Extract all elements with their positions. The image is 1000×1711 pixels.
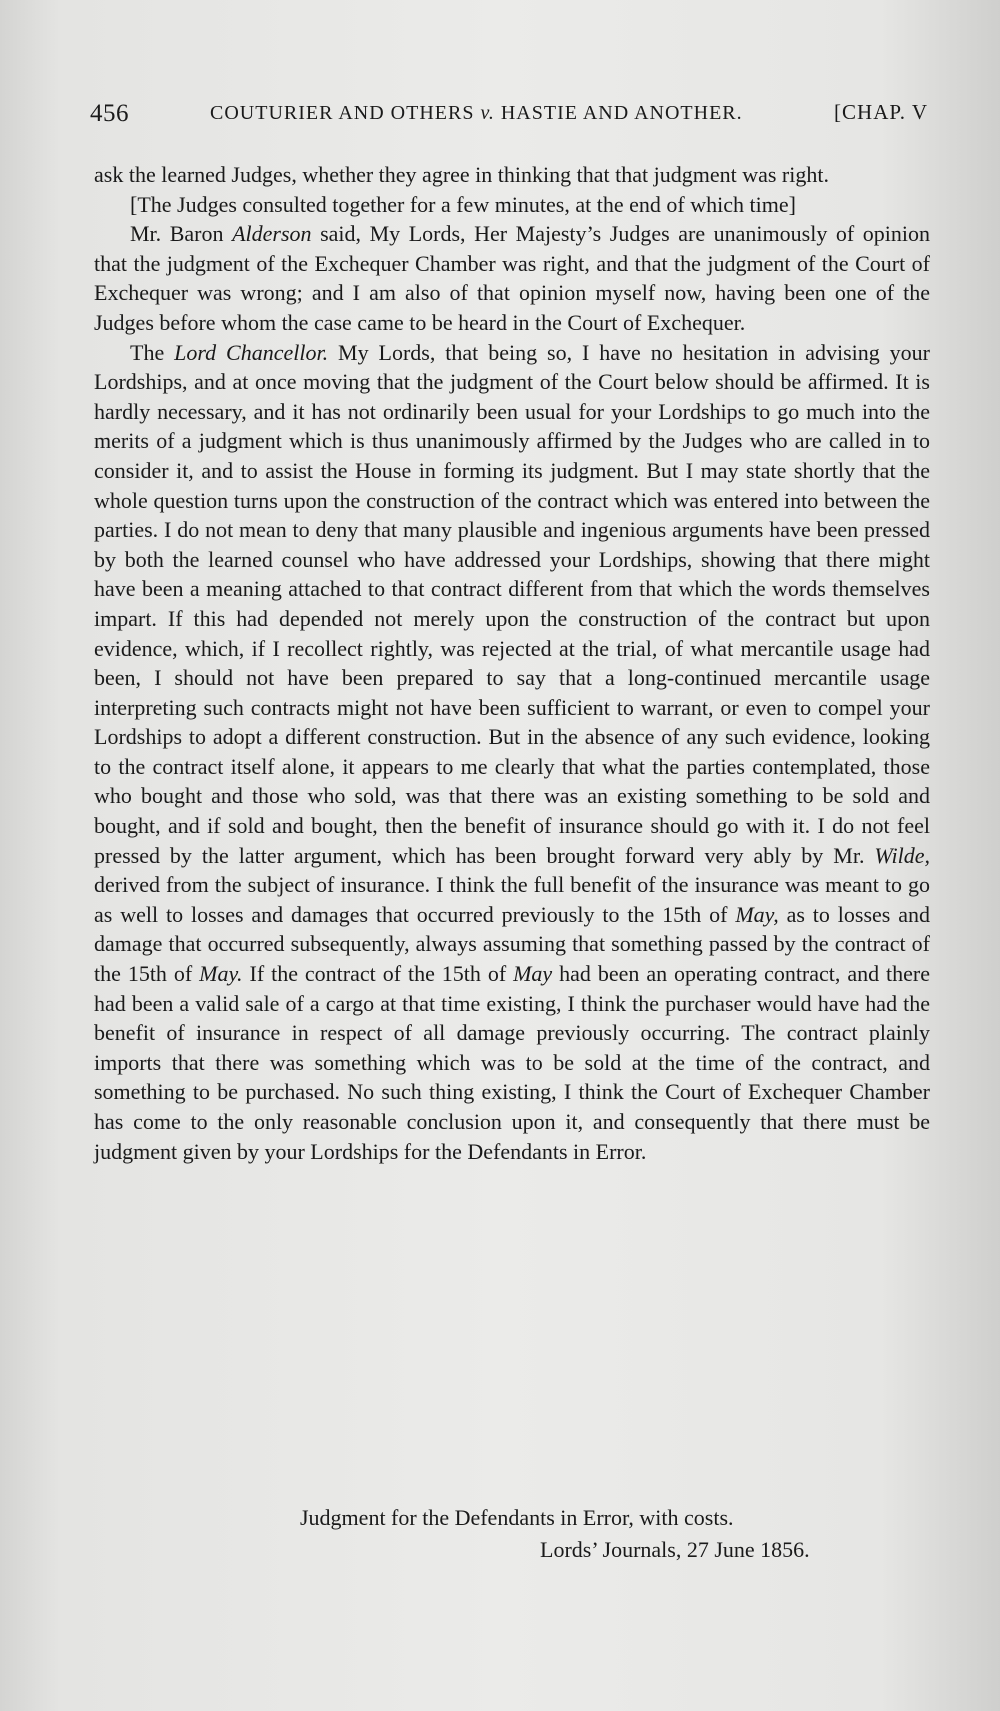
paragraph-4-a: My Lords, that being so, I have no hesitation in advising your Lordships, and at once moving that the judgment of the Court below should be affirmed. It is hardly necessary, and it has not ordinarily been usual for your Lordships to go much into the merits of a judgment which is thus unanimously affirmed by the Judges who are called in to consider it, and to assist the House in forming its judgment. But I may state shortly that the whole question turns upon the construction of the contract which was entered into between the parties. I do not mean to deny that many plausible and ingenious arguments have been pressed by both the learned counsel who have addressed your Lordships, showing that there might have been a meaning attached to that contract different from that which the words themselves impart. If this had depended not merely upon the construction of the contract but upon evidence, which, if I recollect rightly, was rejected at the trial, of what mercantile usage had been, I should not have been prepared to say that a long-continued mercantile usage interpreting such contracts might not have been sufficient to warrant, or even to compel your Lordships to adopt a different construction. But in the absence of any such evidence, looking to the contract itself alone, it appears to me clearly that what the parties contemplated, those who bought and those who sold, was that there was an existing something to be sold and bought, and if sold and bought, then the benefit of insurance should go with it. I do not feel pressed by the latter argument, which has been brought forward very ably by Mr. [94, 339, 931, 868]
page-number: 456 [90, 100, 129, 127]
paragraph-4-b: derived from the subject of insurance. I think the full benefit of the insurance was meant to go as well to losses and damages that occurred previously to the 15th of [94, 872, 930, 927]
chapter-label: [CHAP. V [834, 100, 928, 124]
alderson-name: Alderson [232, 221, 312, 247]
paragraph-4-pre: The [130, 339, 175, 365]
paragraph-4-d: If the contract of the 15th of [242, 961, 514, 987]
may-3: May [513, 961, 553, 987]
running-head-versus: v. [480, 102, 495, 124]
wilde-name: Wilde, [874, 842, 930, 868]
journals-citation: Lords’ Journals, 27 June 1856. [540, 1537, 810, 1562]
lord-chancellor-name: Lord Chancellor. [174, 339, 329, 365]
paragraph-2: [The Judges consulted together for a few minutes, at the end of which time] [130, 191, 796, 217]
paragraph-4 [94, 338, 930, 1167]
may-1: May, [735, 901, 779, 927]
page-header [90, 100, 930, 140]
running-head [210, 102, 743, 125]
may-2: May. [199, 961, 243, 987]
paragraph-4-e: had been an operating contract, and there had been a valid sale of a cargo at that time existing, I think the purchaser would have had the benefit of insurance in respect of all damage previously occurring. The contract plainly imports that there was something which was to be sold at the time of the contract, and something to be purchased. No such thing existing, I think the Court of Exchequer Chamber has come to the only reasonable conclusion upon it, and consequently that there must be judgment given by your Lordships for the Defendants in Error. [94, 961, 931, 1164]
paragraph-3-pre: Mr. Baron [130, 221, 233, 247]
running-head-right: HASTIE AND ANOTHER. [500, 102, 743, 124]
running-head-left: COUTURIER AND OTHERS [210, 102, 475, 124]
paragraph-3 [94, 219, 930, 337]
paragraph-1: ask the learned Judges, whether they agree in thinking that that judgment was right. [94, 162, 829, 187]
body-text [94, 160, 930, 1166]
paragraph-3-post: said, My Lords, Her Majesty’s Judges are unanimously of opinion that the judgment of the Exchequer Chamber was right, and that the judgment of the Court of Exchequer was wrong; and I am also of that opinion myself now, having been one of the Judges before whom the case came to be heard in the Court of Exchequer. [94, 221, 930, 335]
judgment-line: Judgment for the Defendants in Error, with costs. [300, 1505, 734, 1530]
paragraph-4-c: as to losses and damage that occurred subsequently, always assuming that something passed by the contract of the 15th of [94, 901, 930, 987]
